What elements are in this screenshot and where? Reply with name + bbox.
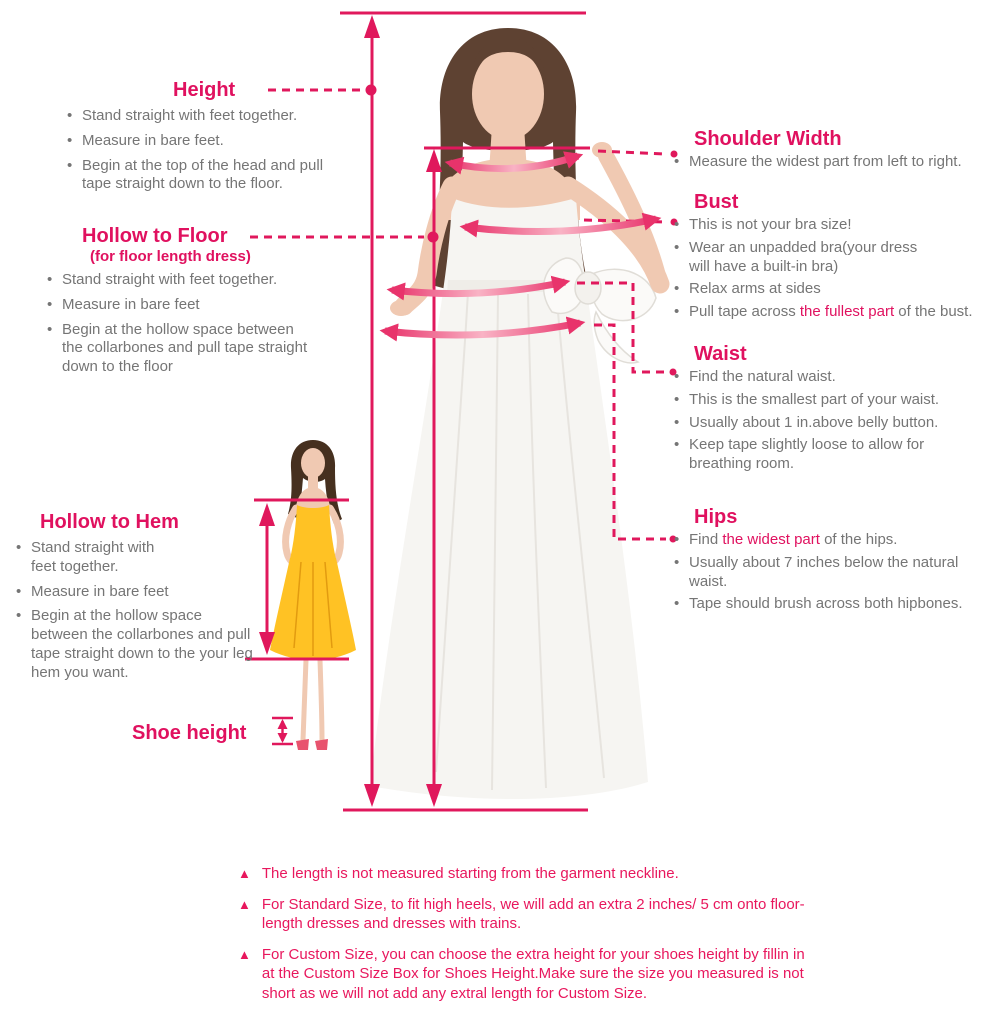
shoe-height-arrow-down bbox=[278, 733, 288, 743]
list-item: • This is the smallest part of your waist. bbox=[670, 391, 992, 410]
bullet-text: of the bust. bbox=[894, 303, 973, 320]
list-item: • Measure in bare feet bbox=[12, 583, 256, 602]
section-hollow-to-floor bbox=[43, 224, 313, 383]
height-arrow-down bbox=[364, 784, 380, 807]
list-item: • Begin at the top of the head and pull tape straight down to the floor. bbox=[63, 157, 325, 195]
warning-triangle-icon: ▲ bbox=[238, 896, 251, 912]
note-item bbox=[238, 895, 838, 934]
list-item: • Measure the widest part from left to right. bbox=[670, 153, 992, 172]
note-text: For Custom Size, you can choose the extra height for your shoes height by fillin in at the Custom Size Box for Shoes Height.Make sure the size you measured is not short as we will not add any extral length for Custom Size. bbox=[261, 945, 805, 1002]
list-item: • Begin at the hollow space between the collarbones and pull tape straight down to the your leg hem you want. bbox=[12, 607, 256, 682]
list-item: • Usually about 7 inches below the natural waist. bbox=[670, 554, 992, 592]
notes bbox=[238, 864, 838, 1014]
list-item: • Wear an unpadded bra(your dress will have a built-in bra) bbox=[670, 239, 942, 277]
bust-title: Bust bbox=[694, 191, 739, 213]
note-item bbox=[238, 864, 838, 884]
petite-model-shoe bbox=[315, 739, 328, 750]
hollow-to-floor-bullets bbox=[43, 271, 313, 377]
list-item: • Usually about 1 in.above belly button. bbox=[670, 414, 992, 433]
bullet-highlight: the widest part bbox=[722, 531, 820, 548]
section-height bbox=[63, 78, 325, 200]
petite-model-face bbox=[301, 448, 325, 478]
hips-bullets bbox=[670, 531, 992, 614]
list-item bbox=[670, 303, 992, 322]
petite-model-neck bbox=[308, 474, 318, 488]
note-item bbox=[238, 945, 838, 1004]
list-item: • Find the natural waist. bbox=[670, 368, 992, 387]
list-item: • Measure in bare feet. bbox=[63, 132, 325, 151]
dress-skirt bbox=[370, 284, 648, 799]
petite-model-leg bbox=[320, 660, 322, 740]
hollow-to-hem-bullets bbox=[12, 539, 256, 682]
hollow-to-floor-connector-dot bbox=[428, 232, 439, 243]
hollow-to-floor-title: Hollow to Floor bbox=[82, 225, 228, 247]
list-item bbox=[670, 531, 992, 550]
list-item: • Stand straight with feet together. bbox=[43, 271, 313, 290]
note-text: The length is not measured starting from the garment neckline. bbox=[261, 865, 679, 882]
list-item: • Tape should brush across both hipbones. bbox=[670, 595, 992, 614]
note-text: For Standard Size, to fit high heels, we will add an extra 2 inches/ 5 cm onto floor-length dresses and dresses with trains. bbox=[261, 895, 805, 932]
list-item: • Relax arms at sides bbox=[670, 280, 992, 299]
main-model-illustration bbox=[370, 28, 660, 799]
yellow-dress-bodice bbox=[290, 505, 336, 559]
section-hips bbox=[670, 505, 992, 618]
shoe-height-arrow-up bbox=[278, 719, 288, 729]
waist-title: Waist bbox=[694, 343, 747, 365]
shoe-height-title: Shoe height bbox=[132, 722, 247, 744]
section-waist bbox=[670, 342, 992, 478]
list-item: • Begin at the hollow space between the collarbones and pull tape straight down to the floor bbox=[43, 321, 313, 377]
bullet-highlight: the fullest part bbox=[799, 303, 895, 320]
bust-bullets bbox=[670, 216, 992, 322]
section-shoe-height bbox=[132, 721, 246, 745]
bullet-text: Pull tape across bbox=[689, 303, 800, 320]
shoulder-width-bullets bbox=[670, 153, 992, 172]
waist-bullets bbox=[670, 368, 992, 474]
hips-title: Hips bbox=[694, 506, 738, 528]
list-item: • Stand straight with feet together. bbox=[63, 107, 325, 126]
bullet-text: Find bbox=[689, 531, 723, 548]
section-bust bbox=[670, 190, 992, 326]
hollow-to-hem-title: Hollow to Hem bbox=[40, 511, 179, 533]
height-arrow-up bbox=[364, 15, 380, 38]
petite-model-shoe bbox=[296, 739, 309, 750]
section-hollow-to-hem bbox=[12, 510, 256, 688]
list-item: • This is not your bra size! bbox=[670, 216, 992, 235]
dress-bow-knot bbox=[575, 272, 601, 304]
list-item: • Stand straight with feet together. bbox=[12, 539, 180, 577]
height-bullets bbox=[63, 107, 325, 194]
hollow-to-hem-arrow-up bbox=[259, 503, 275, 526]
list-item: • Measure in bare feet bbox=[43, 296, 313, 315]
height-title: Height bbox=[173, 79, 236, 101]
list-item: • Keep tape slightly loose to allow for breathing room. bbox=[670, 436, 942, 474]
hollow-to-floor-arrow-up bbox=[426, 149, 442, 172]
shoulder-width-title: Shoulder Width bbox=[694, 128, 842, 150]
petite-model-illustration bbox=[270, 440, 356, 750]
height-connector-dot bbox=[366, 85, 377, 96]
hollow-to-floor-subtitle: (for floor length dress) bbox=[90, 248, 251, 265]
main-model-right-hand bbox=[390, 300, 412, 316]
petite-model-leg bbox=[303, 660, 306, 740]
section-shoulder-width bbox=[670, 127, 992, 176]
bullet-text: of the hips. bbox=[819, 531, 898, 548]
warning-triangle-icon: ▲ bbox=[238, 866, 251, 881]
warning-triangle-icon: ▲ bbox=[238, 946, 251, 962]
